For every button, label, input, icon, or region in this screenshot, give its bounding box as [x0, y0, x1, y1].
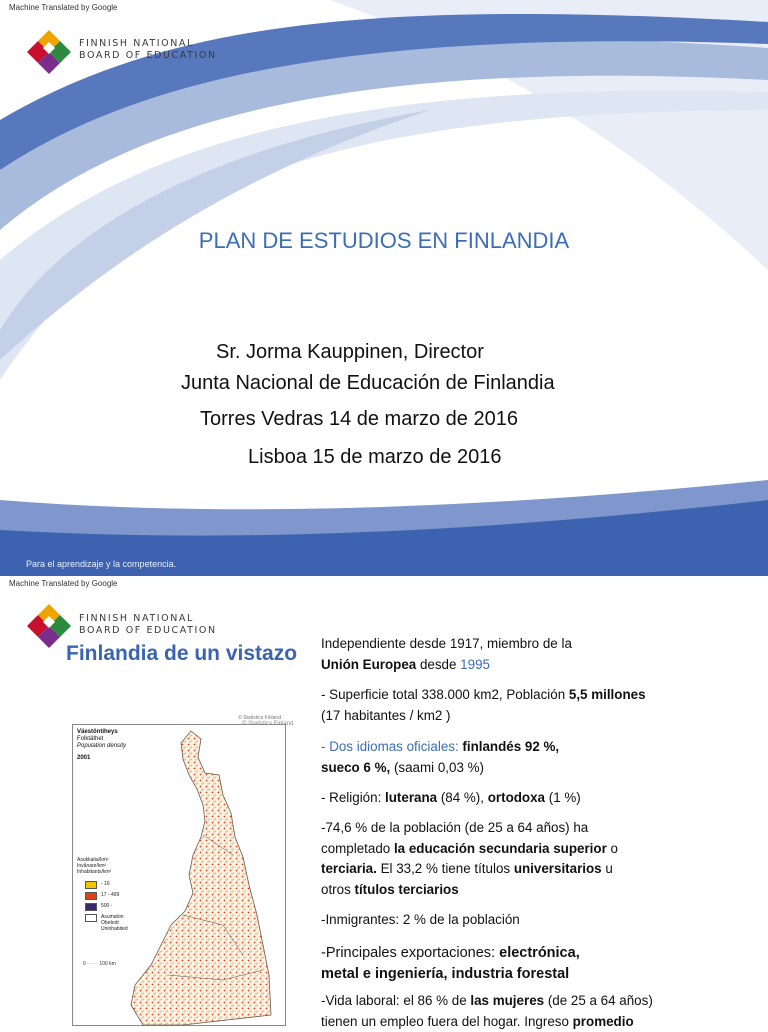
map-legend-item [85, 903, 135, 911]
map-scale: 0 · · · · 100 km [83, 961, 116, 967]
logo-line-1: FINNISH NATIONAL [79, 38, 194, 49]
info-working-life: -Vida laboral: el 86 % de las mujeres (de 25 a 64 años) tienen un empleo fuera del hogar. Ingreso promedio [321, 993, 653, 1029]
logo-line-2: BOARD OF EDUCATION [79, 625, 217, 636]
info-independence: Independiente desde 1917, miembro de la Unión Europea desde 1995 [321, 636, 572, 672]
map-legend-item [85, 892, 135, 900]
map-legend-swatch [85, 903, 97, 911]
slide-footer-tagline: Para el aprendizaje y la competencia. [26, 559, 177, 569]
map-legend-swatch [85, 881, 97, 889]
event-lisboa: Lisboa 15 de marzo de 2016 [248, 446, 502, 468]
logo-line-1: FINNISH NATIONAL [79, 613, 194, 624]
slide-heading: Finlandia de un vistazo [66, 642, 298, 665]
map-legend-item [85, 881, 135, 889]
info-religion: - Religión: luterana (84 %), ortodoxa (1 %) [321, 790, 581, 805]
fnbe-logo-icon [24, 26, 74, 76]
map-legend-label: 500 - [101, 903, 113, 909]
map-legend-item [85, 914, 135, 932]
map-legend-label: - 16 [101, 881, 110, 887]
machine-translated-label: Machine Translated by Google [9, 3, 118, 12]
map-year: 2001 [77, 755, 91, 761]
presentation-title: PLAN DE ESTUDIOS EN FINLANDIA [198, 228, 570, 253]
population-density-map [72, 715, 286, 1026]
info-exports: -Principales exportaciones: electrónica, metal e ingeniería, industria forestal [321, 945, 580, 982]
map-legend-label: 17 - 499 [101, 892, 120, 898]
map-title-en: Population density [77, 743, 127, 749]
info-immigrants: -Inmigrantes: 2 % de la población [321, 912, 520, 927]
info-languages: - Dos idiomas oficiales: finlandés 92 %, sueco 6 %, (saami 0,03 %) [321, 739, 560, 775]
machine-translated-label: Machine Translated by Google [9, 579, 118, 588]
map-source: © Statistics Finland [238, 715, 281, 721]
event-torres-vedras: Torres Vedras 14 de marzo de 2016 [200, 408, 518, 430]
logo-line-2: BOARD OF EDUCATION [79, 50, 217, 61]
presenter-name: Sr. Jorma Kauppinen, Director [216, 341, 484, 363]
map-legend-swatch [85, 914, 97, 922]
map-title: Väestöntiheys [77, 729, 118, 735]
map-legend [85, 881, 135, 935]
map-legend-label: Asumaton Obebott Uninhabited [101, 914, 128, 932]
finland-overview-slide [0, 576, 768, 1029]
map-title-sv: Folktäthet [77, 736, 104, 742]
info-area-population: - Superficie total 338.000 km2, Población 5,5 millones (17 habitantes / km2 ) [321, 687, 646, 723]
map-legend-swatch [85, 892, 97, 900]
info-education: -74,6 % de la población (de 25 a 64 años) ha completado la educación secundaria superior o terciaria. El 33,2 % tiene títulos universitarios u otros títulos terciarios [321, 820, 618, 897]
map-legend-heading: Asukkaita/km² Invånare/km² Inhabitants/km² [77, 857, 112, 875]
organization-name: Junta Nacional de Educación de Finlandia [181, 372, 555, 394]
finland-map-shape [73, 725, 285, 1025]
map-source-credit: © Statistics Finland [242, 721, 294, 727]
